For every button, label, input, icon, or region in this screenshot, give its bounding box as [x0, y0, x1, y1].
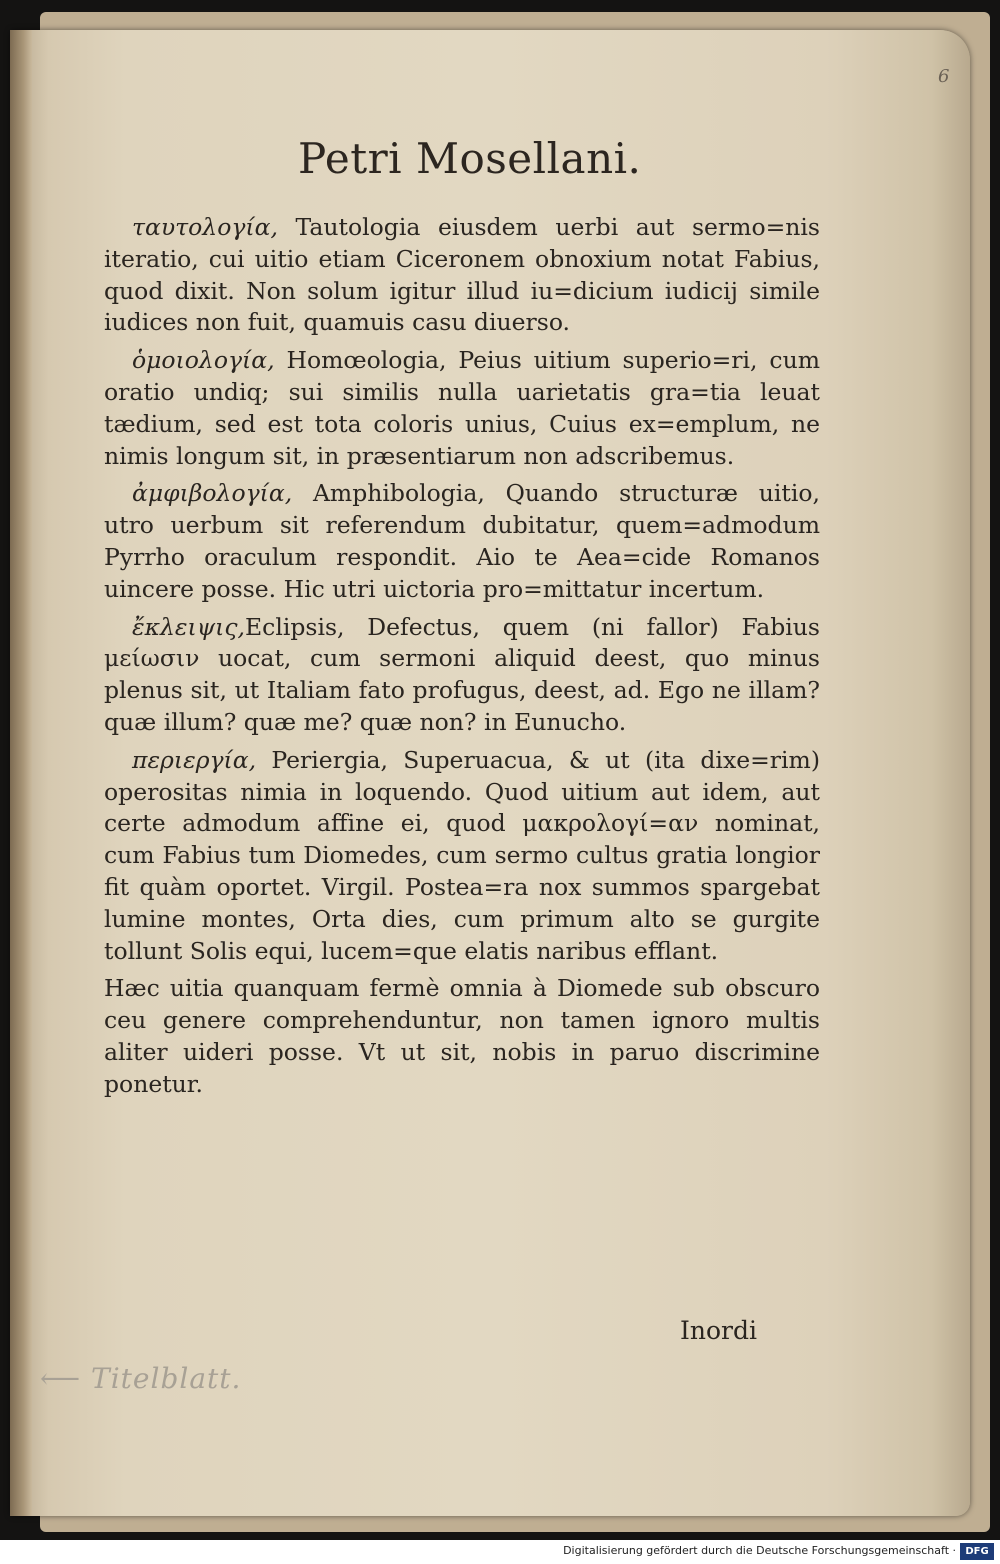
pencil-annotation: ⟵ Titelblatt. — [40, 1362, 242, 1395]
greek-term: ταυτολογία, — [132, 213, 278, 241]
paragraph-periergia — [104, 745, 820, 968]
book-spine — [10, 30, 32, 1516]
folio-number: 6 — [938, 66, 950, 87]
paragraph-text: Hæc uitia quanquam fermè omnia à Diomede sub obscuro ceu genere comprehenduntur, non tamen ignoro multis aliter uideri posse. Vt ut sit, nobis in paruo discrimine ponetur. — [104, 974, 820, 1098]
greek-term: ὁμοιολογία, — [132, 346, 275, 375]
text-block — [104, 212, 820, 1107]
running-head: Petri Mosellani. — [298, 134, 642, 183]
footer-bar — [0, 1540, 1000, 1564]
greek-term: ἀμφιβολογία, — [132, 479, 293, 508]
paragraph-text: Eclipsis, Defectus, quem (ni fallor) Fabius μείωσιν uocat, cum sermoni aliquid deest, quo minus plenus sit, ut Italiam fato profugus, deest, ad. Ego ne illam? quæ illum? quæ me? quæ non? in Eunucho. — [104, 612, 820, 736]
greek-term: περιεργία, — [132, 745, 257, 774]
paragraph-text: Tautologia eiusdem uerbi aut sermo=nis iteratio, cui uitio etiam Ciceronem obnoxium notat Fabius, quod dixit. Non solum igitur illud iu=dicium iudicij simile iudices non fuit, quamuis casu diuerso. — [104, 213, 820, 337]
paragraph-tautologia — [104, 212, 820, 339]
paragraph-conclusion — [104, 973, 820, 1100]
paragraph-text: Amphibologia, Quando structuræ uitio, utro uerbum sit referendum dubitatur, quem=admodum Pyrrho oraculum respondit. Aio te Aea=cide Romanos uincere posse. Hic utri uictoria pro=mittatur incertum. — [104, 479, 820, 603]
dfg-logo: DFG — [960, 1543, 994, 1560]
paragraph-eclipsis — [104, 612, 820, 739]
paragraph-amphibologia — [104, 478, 820, 605]
paragraph-text: Periergia, Superuacua, & ut (ita dixe=rim) operositas nimia in loquendo. Quod uitium aut idem, aut certe admodum affine ei, quod μακρολογί=αν nominat, cum Fabius tum Diomedes, cum sermo cultus gratia longior fit quàm oportet. Virgil. Postea=ra nox summos spargebat lumine montes, Orta dies, cum primum alto se gurgite tollunt Solis equi, lucem=que elatis naribus efflant. — [104, 745, 820, 965]
catchword: Inordi — [680, 1316, 757, 1345]
paragraph-text: Homœologia, Peius uitium superio=ri, cum oratio undiq; sui similis nulla uarietatis gra=tia leuat tædium, sed est tota coloris unius, Cuius ex=emplum, ne nimis longum sit, in præsentiarum non adscribemus. — [104, 346, 820, 470]
paragraph-homoeologia — [104, 345, 820, 472]
footer-credit: Digitalisierung gefördert durch die Deutsche Forschungsgemeinschaft · — [563, 1544, 956, 1557]
greek-term: ἔκλειψις, — [132, 612, 246, 641]
